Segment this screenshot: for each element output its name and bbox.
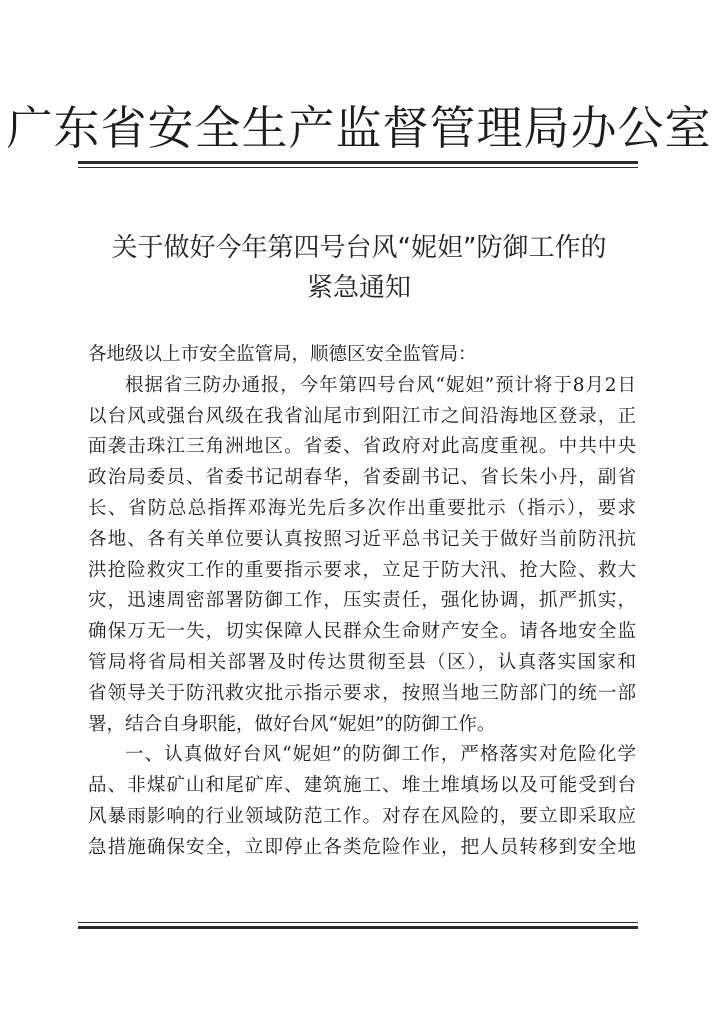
issuer-header: 广东省安全生产监督管理局办公室 [6,101,712,155]
body-line: 风暴雨影响的行业领域防范工作。对存在风险的，要立即采取应 [88,805,636,827]
body-line: 面袭击珠江三角洲地区。省委、省政府对此高度重视。中共中央 [88,436,636,458]
document-title-line-2: 紧急通知 [306,273,411,303]
body-line: 根据省三防办通报，今年第四号台风“妮妲”预计将于8月2日 [125,374,636,396]
footer-rule-thick [78,926,638,929]
footer-rule-thin [78,922,638,923]
document-title-line-1: 关于做好今年第四号台风“妮妲”防御工作的 [111,233,607,263]
body-line: 长、省防总总指挥邓海光先后多次作出重要批示（指示），要求 [88,497,636,519]
body-line: 灾，迅速周密部署防御工作，压实责任，强化协调，抓严抓实， [88,590,636,612]
body-line: 洪抢险救灾工作的重要指示要求，立足于防大汛、抢大险、救大 [88,559,636,581]
addressee-line: 各地级以上市安全监管局，顺德区安全监管局： [88,344,477,365]
header-rule-thick [78,161,638,164]
body-line: 一、认真做好台风“妮妲”的防御工作，严格落实对危险化学 [125,744,636,766]
body-line: 急措施确保安全，立即停止各类危险作业，把人员转移到安全地 [88,836,636,858]
body-line: 确保万无一失，切实保障人民群众生命财产安全。请各地安全监 [88,621,636,643]
body-line: 品、非煤矿山和尾矿库、建筑施工、堆土堆填场以及可能受到台 [88,775,636,797]
body-line: 以台风或强台风级在我省汕尾市到阳江市之间沿海地区登录，正 [88,405,636,427]
body-line: 各地、各有关单位要认真按照习近平总书记关于做好当前防汛抗 [88,528,636,550]
body-line: 管局将省局相关部署及时传达贯彻至县（区），认真落实国家和 [88,651,636,673]
body-line: 省领导关于防汛救灾批示指示要求，按照当地三防部门的统一部 [88,682,636,704]
document-title [0,228,718,308]
header-rule-thin [78,167,638,168]
body-line: 政治局委员、省委书记胡春华，省委副书记、省长朱小丹，副省 [88,467,636,489]
document-body [88,340,636,864]
body-line: 署，结合自身职能，做好台风“妮妲”的防御工作。 [88,713,496,735]
